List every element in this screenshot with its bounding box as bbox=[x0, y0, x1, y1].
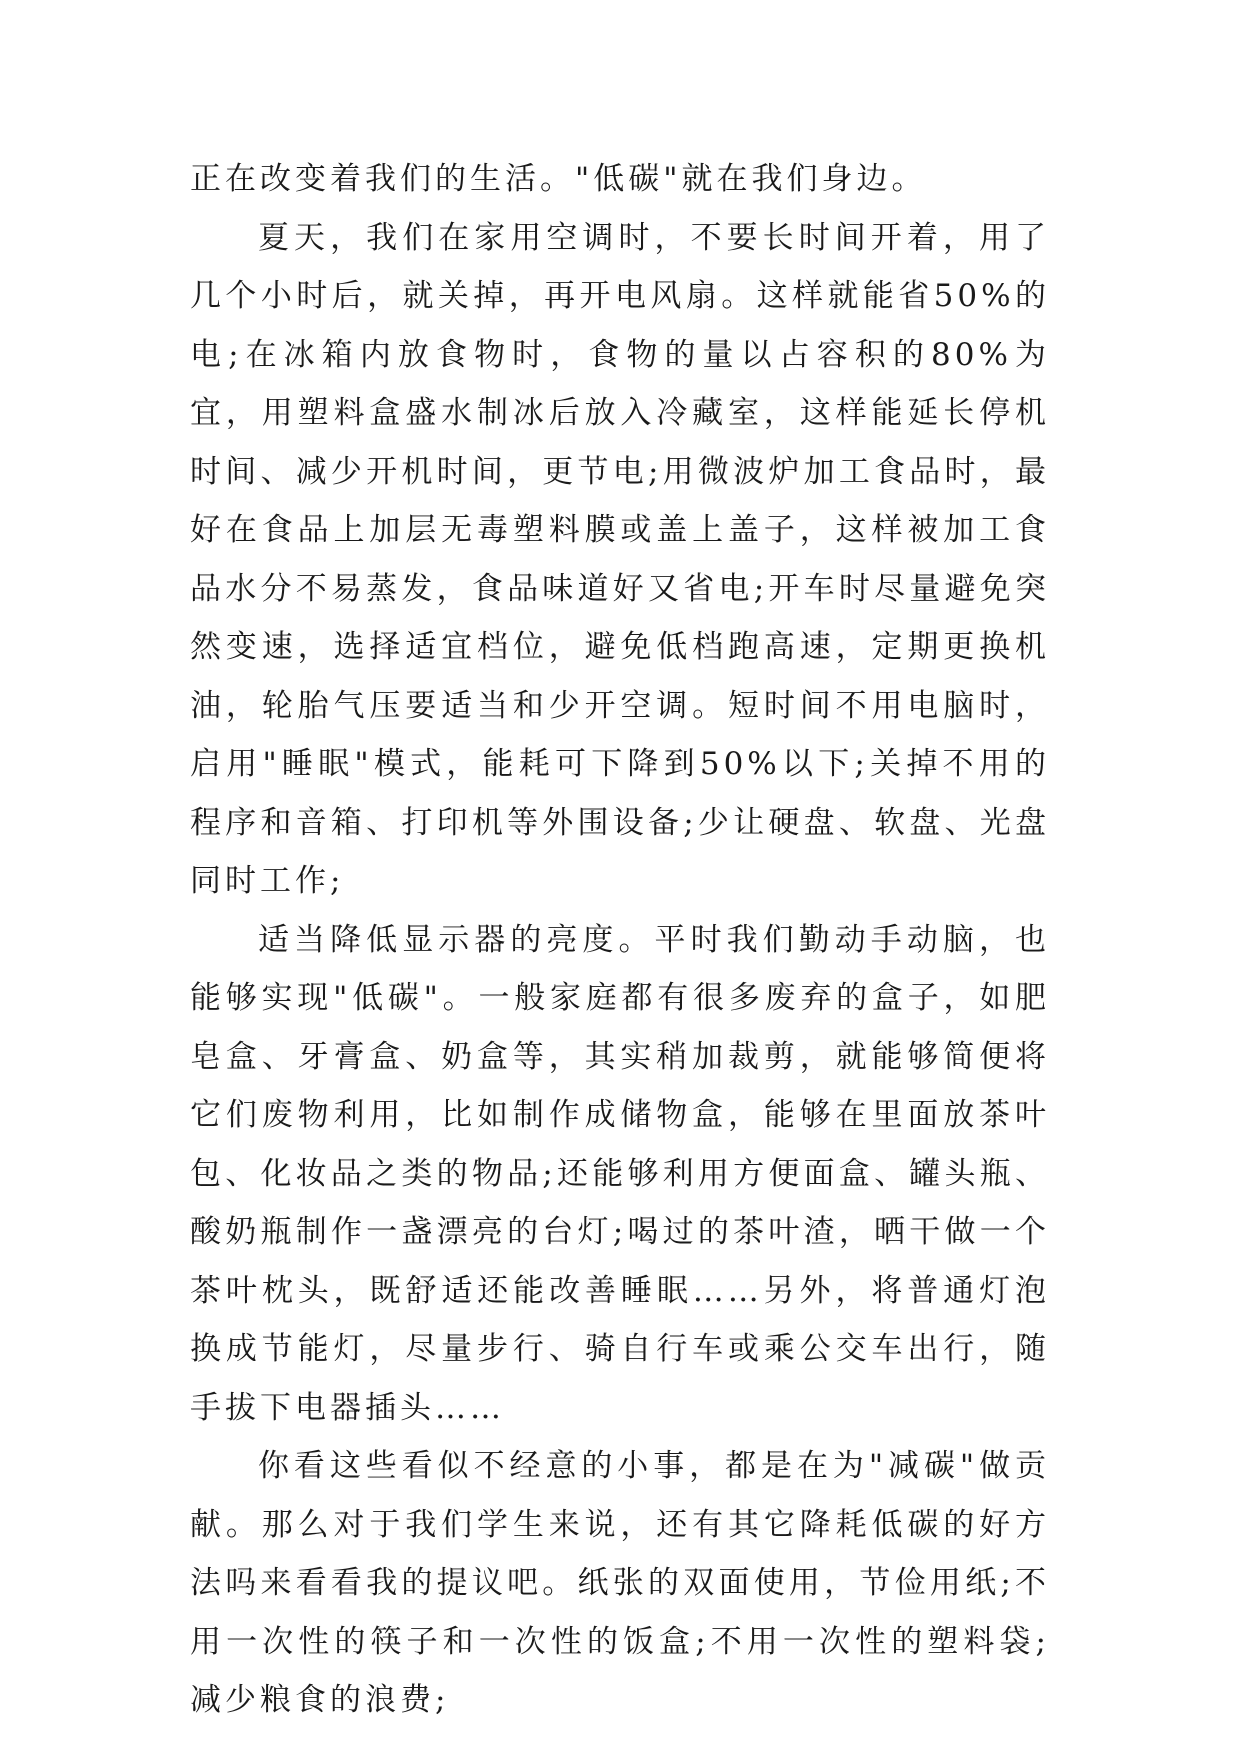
paragraph-continuation: 正在改变着我们的生活。"低碳"就在我们身边。 bbox=[190, 161, 927, 197]
paragraph-summer-energy-saving: 夏天，我们在家用空调时，不要长时间开着，用了几个小时后，就关掉，再开电风扇。这样就能省50%的电;在冰箱内放食物时，食物的量以占容积的80%为宜，用塑料盒盛水制冰后放入冷藏室，这样能延长停机时间、减少开机时间，更节电;用微波炉加工食品时，最好在食品上加层无毒塑料膜或盖上盖子，这样被加工食品水分不易蒸发，食品味道好又省电;开车时尽量避免突然变速，选择适宜档位，避免低档跑高速，定期更换机油，轮胎气压要适当和少开空调。短时间不用电脑时，启用"睡眠"模式，能耗可下降到50%以下;关掉不用的程序和音箱、打印机等外围设备;少让硬盘、软盘、光盘同时工作; bbox=[190, 219, 1050, 899]
paragraph-student-suggestions: 你看这些看似不经意的小事，都是在为"减碳"做贡献。那么对于我们学生来说，还有其它降耗低碳的好方法吗来看看我的提议吧。纸张的双面使用，节俭用纸;不用一次性的筷子和一次性的饭盒;不用一次性的塑料袋;减少粮食的浪费; bbox=[190, 1448, 1050, 1718]
paragraph-reuse-waste: 适当降低显示器的亮度。平时我们勤动手动脑，也能够实现"低碳"。一般家庭都有很多废弃的盒子，如肥皂盒、牙膏盒、奶盒等，其实稍加裁剪，就能够简便将它们废物利用，比如制作成储物盒，能够在里面放茶叶包、化妆品之类的物品;还能够利用方便面盒、罐头瓶、酸奶瓶制作一盏漂亮的台灯;喝过的茶叶渣，晒干做一个茶叶枕头，既舒适还能改善睡眠……另外，将普通灯泡换成节能灯，尽量步行、骑自行车或乘公交车出行，随手拔下电器插头…… bbox=[190, 921, 1050, 1426]
document-body bbox=[190, 150, 1050, 1730]
